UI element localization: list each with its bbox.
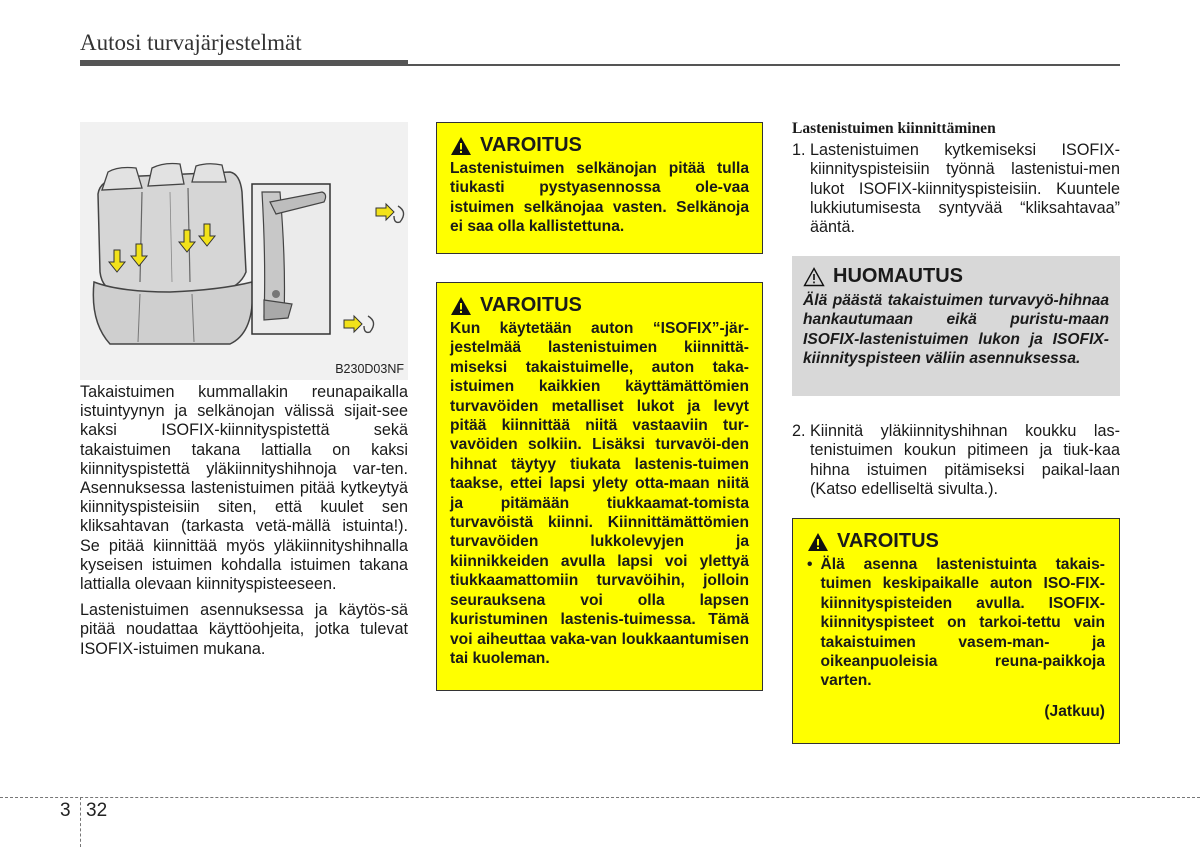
note-heading (803, 265, 1109, 288)
step-1 (792, 141, 1120, 237)
warning-heading (450, 134, 749, 157)
caution-triangle-icon (803, 267, 825, 287)
step-text: Lastenistuimen kytkemiseksi ISOFIX-kiinnityspisteisiin työnnä lastenistui-men lukot ISOFIX-kiinnityspisteisiin. Kuuntele lukkiutumisesta syntyvää “kliksahtavaa” ääntä. (810, 141, 1120, 237)
rear-seat-diagram (80, 122, 408, 380)
warning-text: Kun käytetään auton “ISOFIX”-jär-jestelmää lastenistuimen kiinnittä-miseksi takaistuimelle, auton taka-istuimen kaikkien käyttämättömien turvavöiden metalliset lukot ja levyt pitää kiinnittää niitä vastaaviin tur-vavöiden solkiin. Lisäksi turvavöi-den hihnat täytyy tiukata lastenis-tuimen taakse, ettei lapsi ylety otta-maan niitä ja pitämään tiukkaamat-tomista turvavöistä kiinni. Kiinnittämättömien turvavöiden lukkolevyjen ja kiinnikkeiden avulla lapsi voi ylettyä tiukkaamattomiin turvavöihin, jolloin seurauksena voi olla lapsen kuristuminen lastenis-tuimessa. Tämä voi aiheuttaa vaka-van loukkaantumisen tai kuoleman. (450, 320, 749, 667)
warning-title: VAROITUS (480, 294, 582, 316)
note-box (792, 256, 1120, 396)
warning-text: Lastenistuimen selkänojan pitää tulla tiukasti pystyasennossa ole-vaa istuimen selkänojaa vasten. Selkänoja ei saa olla kallistettuna. (450, 160, 749, 236)
figure-code: B230D03NF (335, 362, 404, 376)
header-rule-thick (80, 60, 408, 66)
section-title: Lastenistuimen kiinnittäminen (792, 120, 996, 137)
note-text: Älä päästä takaistuimen turvavyö-hihnaa hankautumaan eikä puristu-maan ISOFIX-lastenistuimen lukon ja ISOFIX-kiinnityspisteen väliin asennuksessa. (803, 292, 1109, 368)
note-title: HUOMAUTUS (833, 265, 963, 287)
warning-triangle-icon (807, 532, 829, 552)
warning-heading (450, 294, 749, 317)
warning-box-backrest (436, 122, 763, 254)
isofix-seat-illustration (80, 122, 408, 380)
footer-dashed-rule (0, 797, 1200, 798)
header-rule-thin (408, 64, 1120, 66)
continued-label: (Jatkuu) (1044, 702, 1105, 720)
warning-heading (807, 530, 1105, 553)
step-text: Kiinnitä yläkiinnityshihnan koukku las-tenistuimen koukun pitimeen ja tiuk-kaa hihna istuimen pitämiseksi paikal-laan (Katso edelliseltä sivulta.). (810, 422, 1120, 498)
paragraph: Lastenistuimen asennuksessa ja käytös-sä pitää noudattaa käyttöohjeita, jotka tulevat ISOFIX-istuimen mukana. (80, 601, 408, 658)
step-number: 2. (792, 422, 806, 440)
bullet-marker: • (807, 556, 813, 573)
warning-title: VAROITUS (480, 134, 582, 156)
running-header: Autosi turvajärjestelmät (80, 30, 302, 55)
chapter-number: 3 (60, 800, 71, 821)
footer-dashed-divider (80, 797, 81, 847)
warning-triangle-icon (450, 136, 472, 156)
warning-box-center-seat (792, 518, 1120, 744)
step-2 (792, 422, 1120, 499)
paragraph: Takaistuimen kummallakin reunapaikalla istuintyynyn ja selkänojan välissä sijait-see kaksi ISOFIX-kiinnityspistettä sekä takaistuimen takana lattialla on kaksi kiinnityspistettä yläkiinnityshihnoja var-ten. Asennuksessa lastenistuimen pitää kytkeytyä kiinnityspisteisiin siten, että kuulet sen kliksahtavan (tarkasta vetä-mällä istuinta!). Se pitää kiinnittää myös yläkiinnityshihnalla kyseisen istuimen kohdalla istuimen takana lattialla olevaan kiinnityspisteeseen. (80, 383, 408, 594)
warning-title: VAROITUS (837, 530, 939, 552)
warning-box-unused-belts (436, 282, 763, 691)
page-number: 32 (86, 800, 108, 821)
warning-text: Älä asenna lastenistuinta takais-tuimen keskipaikalle auton ISO-FIX-kiinnityspisteiden avulla. ISOFIX-kiinnityspisteet on tarkoi-tettu vain takaistuimen vasem-man- ja oikeanpuoleisia reuna-paikkoja varten. (820, 556, 1105, 690)
body-text-column-1 (80, 383, 408, 666)
warning-triangle-icon (450, 296, 472, 316)
warning-bullet-item (807, 555, 1105, 691)
step-number: 1. (792, 141, 806, 159)
